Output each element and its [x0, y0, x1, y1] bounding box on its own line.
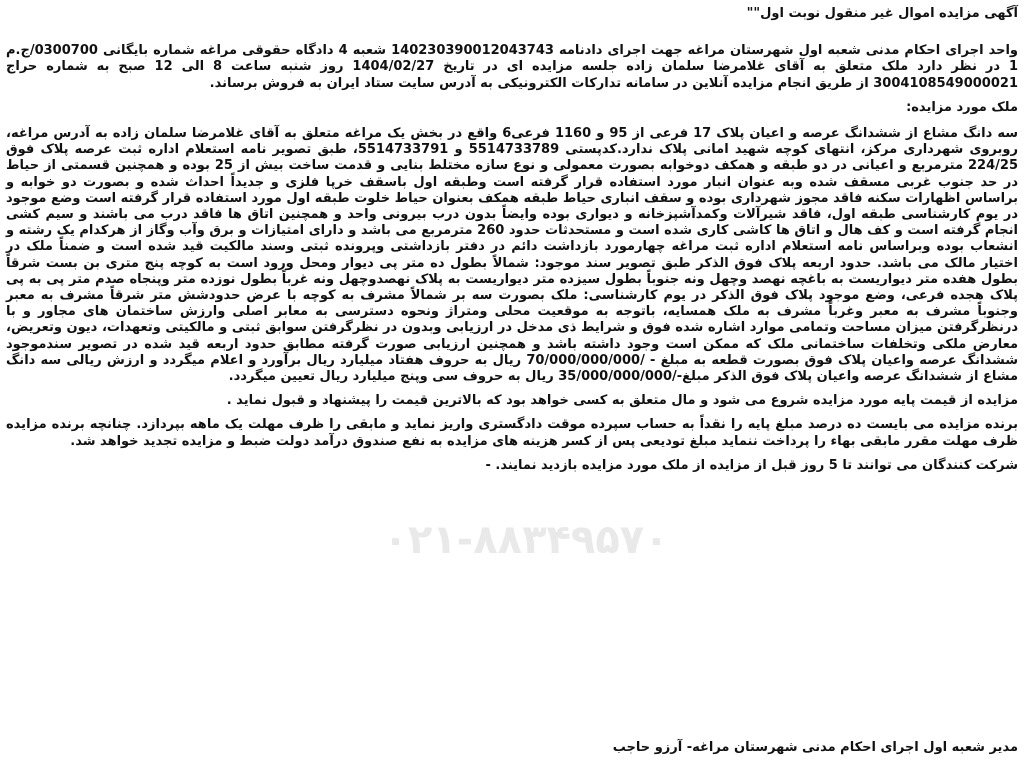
winner-payment-terms: برنده مزایده می بایست ده درصد مبلغ پایه را نقداً به حساب سپرده موقت دادگستری واریز نماید و مابقی را ظرف مهلت یک ماهه بپردازد. چنانچه برنده مزایده ظرف مهلت مقرر مابقی بهاء را پرداخت ننماید مبلغ تودیعی پس از کسر هزینه های مزایده به نفع صندوق درآمد دولت ضبط و مزایده تجدید خواهد شد. [6, 417, 1018, 449]
visit-terms: شرکت کنندگان می توانند تا 5 روز قبل از مزایده از ملک مورد مزایده بازدید نمایند. - [485, 457, 1018, 473]
watermark-text: ۰۲۱-۸۸۳۴۹۵۷۰ [383, 517, 669, 563]
notice-intro: واحد اجرای احکام مدنی شعبه اول شهرستان مراغه جهت اجرای دادنامه 140230390012043743 شعبه 4 دادگاه حقوقی مراغه شماره بایگانی 0300700/ج.م 1 در نظر دارد ملک متعلق به آقای غلامرضا سلمان زاده جلسه مزایده ای در تاریخ 1404/02/27 روز شنبه ساعت 8 الی 12 صبح به شماره حراج 3004108549000021 از طریق انجام مزایده آنلاین در سامانه تدارکات الکترونیکی به آدرس سایت ستاد ایران به فروش برساند. [6, 43, 1019, 91]
subject-heading: ملک مورد مزایده: [906, 99, 1018, 115]
signature-line: مدیر شعبه اول اجرای احکام مدنی شهرستان مراغه- آرزو حاجب [612, 740, 1018, 755]
notice-title: آگهی مزایده اموال غیر منقول نوبت اول"" [746, 6, 1018, 21]
property-description: سه دانگ مشاع از ششدانگ عرصه و اعیان پلاک 17 فرعی از 95 و 1160 فرعی6 واقع در بخش یک مراغه متعلق به آقای غلامرضا سلمان زاده به آدرس مراغه، روبروی شهرداری مرکز، انتهای کوچه شهید امانی پلاک ندارد.کدپستی 5514733789 و 5514733791، طبق تصویر نامه استعلام اداره ثبت عرصه پلاک فوق 224/25 مترمربع و اعیانی در دو طبقه و همکف دوخوابه بصورت معمولی و نوع سازه مختلط بنایی و قدمت ساخت بیش از 25 بوده و همچنین قسمتی از حیاط در حد جنوب غربی مسقف شده وبه عنوان انبار مورد استفاده قرار گرفته است وطبقه اول باسقف خرپا فلزی و جدیداً احداث شده و بصورت دو خوابه و براساس اظهارات سکنه فاقد مجوز شهرداری بوده و سقف انباری حیاط طبقه همکف بعنوان حیاط خلوت طبقه اول مورد استفاده قرار گرفته است وضع موجود در یوم کارشناسی طبقه اول، فاقد شیرآلات وکمدآشپزخانه و دیواری بوده وایضاً بدون درب بیرونی واحد و همچنین اتاق ها فاقد درب می باشند و سیم کشی انجام گرفته است و کف هال و اتاق ها کاشی کاری شده است و مستحدثات حدود 260 مترمربع می باشد و دارای امتیازات و برق وآب وگاز از هرکدام یک رشته و انشعاب بوده وبراساس نامه استعلام اداره ثبت مراغه چهارمورد بازداشت دائم در دفتر بازداشتی وپرونده ثبتی وسند مالکیت قید شده است و ضمناً ملک در اختیار مالک می باشد. حدود اربعه پلاک فوق الذکر طبق تصویر سند موجود: شمالاً بطول ده متر پی دیوار ومحل ورود است به کوچه پنج متری بن بست شرقاً بطول هفده متر دیواریست به باغچه نهصد وچهل ونه جنوباً بطول سیزده متر دیواریست به پلاک نهصدوچهل ونه غرباً بطول نوزده متر وپنجاه صدم متر پی به پی پلاک هجده فرعی، وضع موجود پلاک فوق الذکر در یوم کارشناسی: ملک بصورت سه بر شمالاً مشرف به کوچه با عرض حدودشش متر شرقاً مشرف به معبر وجنوباً مشرف به معبر وغرباً مشرف به ملک همسایه، باتوجه به موقعیت محلی ومتراژ ونحوه دسترسی به معابر اصلی وارزش ساختمان های مجاور و با درنظرگرفتن میزان مساحت وتمامی موارد اشاره شده فوق و شرایط ذی مدخل در ارزیابی وبدون در نظرگرفتن سوابق ثبتی و مالکیتی وتعهدات، دیون وتعریض، معارض ملکی وتخلفات ساختمانی ملک که ممکن است وجود داشته باشد و همچنین ارزیابی صورت گرفته مطابق حدود اربعه قید شده در تصویر سندموجود ششدانگ عرصه واعیان پلاک فوق بصورت قطعه به مبلغ - /70/000/000/000 ریال به حروف هفتاد میلیارد ریال برآورد و اعلام میگردد و ارزش ریالی سه دانگ مشاع از ششدانگ عرصه واعیان پلاک فوق الذکر مبلغ-/35/000/000/000 ریال به حروف سی وپنج میلیارد ریال تعیین میگردد. [6, 126, 1019, 385]
auction-notice [6, 0, 1018, 778]
starting-price-terms: مزایده از قیمت پایه مورد مزایده شروع می شود و مال متعلق به کسی خواهد بود که بالاترین قیمت را پیشنهاد و قبول نماید . [226, 393, 1018, 409]
phone-watermark [366, 505, 686, 575]
